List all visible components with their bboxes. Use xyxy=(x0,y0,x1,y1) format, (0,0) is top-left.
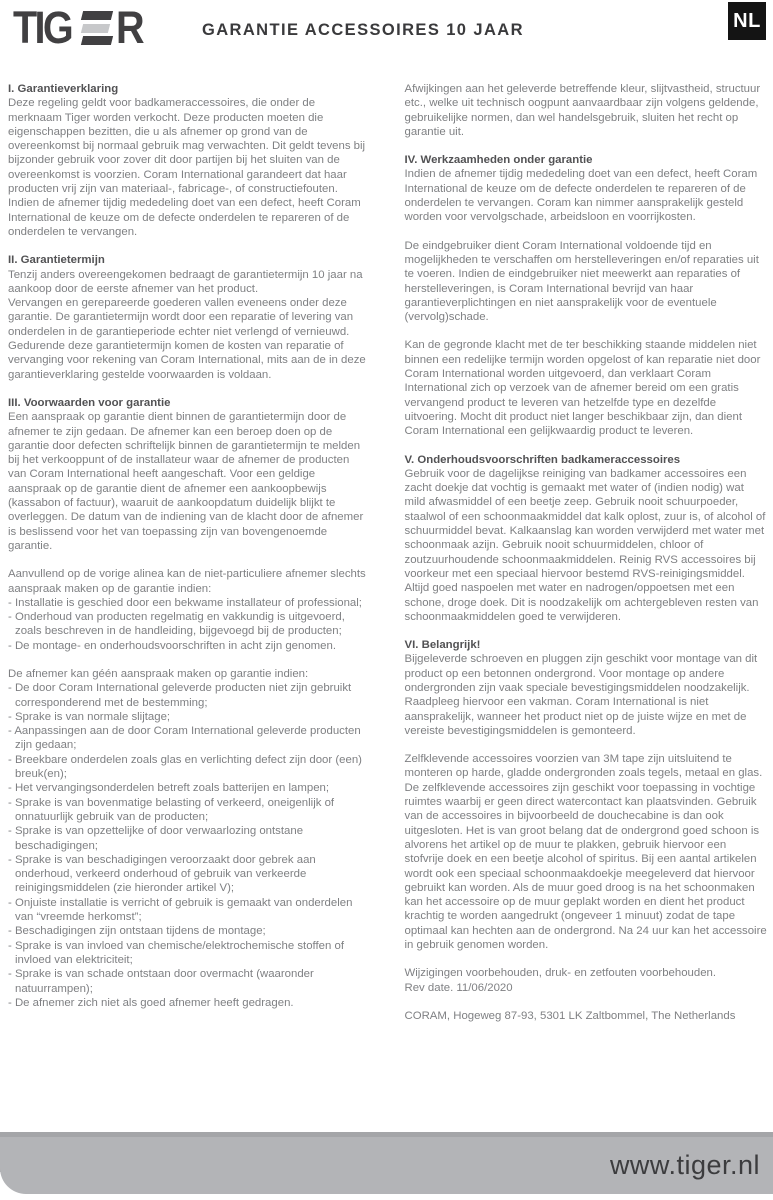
paragraph: Rev date. 11/06/2020 xyxy=(404,981,513,994)
list-item: - Sprake is van schade ontstaan door overmacht (waaronder natuurrampen); xyxy=(8,968,314,995)
footer-bar xyxy=(0,1137,773,1194)
list-item: - Sprake is van invloed van chemische/elektrochemische stoffen of invloed van elektriciteit; xyxy=(8,939,344,966)
document-body xyxy=(0,82,773,1037)
list-item: - Sprake is van beschadigingen veroorzaakt door gebrek aan onderhoud, verkeerd onderhoud of gebruik van verkeerde reinigingsmiddelen (zie hieronder artikel V); xyxy=(8,853,316,895)
paragraph: Wijzigingen voorbehouden, druk- en zetfouten voorbehouden. xyxy=(404,967,717,980)
list-item: - Het vervangingsonderdelen betreft zoals batterijen en lampen; xyxy=(8,782,330,795)
section-heading: V. Onderhoudsvoorschriften badkameraccessoires xyxy=(404,453,681,466)
logo-e-bars-icon xyxy=(82,11,112,45)
paragraph: CORAM, Hogeweg 87-93, 5301 LK Zaltbommel, The Netherlands xyxy=(404,1009,736,1022)
paragraph: Afwijkingen aan het geleverde betreffende kleur, slijtvastheid, structuur etc., welke uit technisch oogpunt aanvaardbaar zijn volgens geldende, gebruikelijke normen, dan wel handelsgebruik, sluiten het recht op garantie uit. xyxy=(404,83,761,138)
document-footer xyxy=(0,1130,773,1200)
list-item: - Onjuiste installatie is verricht of gebruik is gemaakt van onderdelen van “vreemde herkomst”; xyxy=(8,896,353,924)
paragraph: De afnemer kan géén aanspraak maken op garantie indien: xyxy=(8,667,309,680)
paragraph: Indien de afnemer tijdig mededeling doet van een defect, heeft Coram International de keuze om de defecte onderdelen te repareren of de onderdelen te vervangen. Coram kan nimmer aansprakelijk gesteld worden voor vervolgschade, arbeidsloon en voorrijkosten. xyxy=(404,168,758,224)
paragraph: De eindgebruiker dient Coram International voldoende tijd en mogelijkheden te verschaffen om herstelleveringen en/of reparaties uit te voeren. Indien de eindgebruiker niet meewerkt aan reparaties of herstelleveringen, is Coram International bevrijd van haar garantieverplichtingen en niet aansprakelijk voor de eventuele (vervolg)schade. xyxy=(404,239,759,324)
logo-text-tig: TIG xyxy=(13,2,72,53)
list-item: - De afnemer zich niet als goed afnemer heeft gedragen. xyxy=(8,996,294,1009)
list-item: - Sprake is van bovenmatige belasting of verkeerd, oneigenlijk of onnatuurlijk gebruik van de producten; xyxy=(8,796,335,823)
list-item: - Installatie is geschied door een bekwame installateur of professional; xyxy=(8,596,362,609)
page-title: GARANTIE ACCESSOIRES 10 JAAR xyxy=(202,21,524,39)
paragraph: Tenzij anders overeengekomen bedraagt de garantietermijn 10 jaar na aankoop door de eerste afnemer van het product. xyxy=(8,268,363,295)
list-item: - Onderhoud van producten regelmatig en vakkundig is uitgevoerd, zoals beschreven in de handleiding, bijgevoegd bij de producten; xyxy=(8,611,345,638)
logo-text-r: R xyxy=(116,2,142,53)
logo-bar-bottom xyxy=(81,36,113,45)
paragraph: Zelfklevende accessoires voorzien van 3M tape zijn uitsluitend te monteren op harde, gladde ondergronden zoals tegels, metaal en glas. De zelfklevende accessoires zijn geschikt voor toepassing in vochtige ruimtes waarbij er geen direct watercontact kan plaatsvinden. Gebruik van de accessoires in bijvoorbeeld de douchecabine is dan ook uitgesloten. Het is van groot belang dat de ondergrond goed schoon is alvorens het artikel op de muur te plakken, gebruik hiervoor een stofvrije doek en een beetje alcohol of spiritus. Bij een aantal artikelen wordt ook een speciaal schoonmaakdoekje meegeleverd dat hiervoor gebruikt kan worden. Als de muur goed droog is na het schoonmaken kan het accessoire op de muur geplakt worden en dient het product krachtig te worden aangedrukt (ongeveer 1 minuut) zodat de tape optimaal kan hechten aan de ondergrond. Na 24 uur kan het accessoire in gebruik genomen worden. xyxy=(404,753,767,952)
right-column xyxy=(405,82,768,1037)
paragraph: Bijgeleverde schroeven en pluggen zijn geschikt voor montage van dit product op een betonnen ondergrond. Voor montage op andere ondergronden zijn vaak speciale bevestigingsmiddelen noodzakelijk. Raadpleeg hiervoor een vakman. Coram International is niet aansprakelijk, wanneer het product niet op de juiste wijze en met de vereiste bevestigingsmiddelen is gemonteerd. xyxy=(404,653,758,737)
paragraph: Kan de gegronde klacht met de ter beschikking staande middelen niet binnen een redelijke termijn worden opgelost of kan reparatie niet door Coram International worden uitgevoerd, dan verklaart Coram International zich op verzoek van de afnemer bereid om een gratis vervangend product te leveren van hetzelfde type en dezelfde uitvoering. Mocht dit product niet langer beschikbaar zijn, dan dient Coram International een gelijkwaardig product te leveren. xyxy=(404,339,761,438)
section-heading: II. Garantietermijn xyxy=(8,254,105,267)
bullet-list xyxy=(8,681,371,1010)
paragraph: Gebruik voor de dagelijkse reiniging van badkamer accessoires een zacht doekje dat vochtig is gemaakt met water of (indien nodig) wat mild afwasmiddel of een beetje zeep. Gebruik nooit schuurpoeder, staalwol of een schoonmaakmiddel dat kalk oplost, zuur is, of alcohol of schuurmiddel bevat. Kalkaanslag kan worden verwijderd met water met schoonmaak azijn. Gebruik nooit schuurmiddelen, chloor of zoutzuurhoudende schoonmaakmiddelen. Reinig RVS accessoires bij voorkeur met een speciaal hiervoor bestemd RVS-reinigingsmiddel. Altijd goed naspoelen met water en nadrogen/oppoetsen met een schone, droge doek. Dit is noodzakelijk om achtergebleven resten van schoonmaakmiddelen goed te verwijderen. xyxy=(404,467,766,623)
list-item: - Beschadigingen zijn ontstaan tijdens de montage; xyxy=(8,925,266,938)
paragraph: Aanvullend op de vorige alinea kan de niet-particuliere afnemer slechts aanspraak maken op de garantie indien: xyxy=(8,568,366,595)
list-item: - Sprake is van normale slijtage; xyxy=(8,710,171,723)
left-column xyxy=(8,82,371,1037)
section-heading: IV. Werkzaamheden onder garantie xyxy=(404,154,593,167)
bullet-list xyxy=(8,596,371,653)
language-badge: NL xyxy=(728,2,766,40)
section-heading: I. Garantieverklaring xyxy=(8,83,119,95)
paragraph: Vervangen en gerepareerde goederen vallen eveneens onder deze garantie. De garantietermijn wordt door een reparatie of levering van onderdelen in de garantieperiode echter niet verlengd of vernieuwd. xyxy=(8,297,354,338)
list-item: - Sprake is van opzettelijke of door verwaarlozing ontstane beschadigingen; xyxy=(8,825,304,852)
paragraph: Deze regeling geldt voor badkameraccessoires, die onder de merknaam Tiger worden verkocht. Deze producten moeten die eigenschappen bezitten, die u als afnemer op grond van de overeenkomst bij normaal gebruik mag verwachten. Dit geldt tevens bij bijzonder gebruik voor zover dit door partijen bij het sluiten van de overeenkomst is voorzien. Coram International garandeert dat haar producten vrij zijn van materiaal-, fabricage-, of constructiefouten. Indien de afnemer tijdig mededeling doet van een defect, heeft Coram International de keuze om de defecte onderdelen te repareren of de onderdelen te vervangen. xyxy=(8,97,366,238)
paragraph: Een aanspraak op garantie dient binnen de garantietermijn door de afnemer te zijn gedaan. De afnemer kan een beroep doen op de garantie door defecten schriftelijk binnen de garantietermijn te melden bij het verkooppunt of de installateur waar de afnemer de producten van Coram International heeft aangeschaft. Voor een geldige aanspraak op de garantie dient de afnemer een aankoopbewijs (kassabon of factuur), waaruit de aankoopdatum duidelijk blijkt te overleggen. De datum van de indiening van de klacht door de afnemer is beslissend voor het van toepassing zijn van bovengenoemde garantie. xyxy=(8,411,364,552)
list-item: - De montage- en onderhoudsvoorschriften in acht zijn genomen. xyxy=(8,639,336,652)
list-item: - Aanpassingen aan de door Coram International geleverde producten zijn gedaan; xyxy=(8,725,361,752)
paragraph: Gedurende deze garantietermijn komen de kosten van reparatie of vervanging voor rekening van Coram International, mits aan de in deze garantieverklaring gestelde voorwaarden is voldaan. xyxy=(8,340,366,381)
section-heading: VI. Belangrijk! xyxy=(404,639,481,652)
list-item: - De door Coram International geleverde producten niet zijn gebruikt corresponderend met de bestemming; xyxy=(8,682,352,709)
section-heading: III. Voorwaarden voor garantie xyxy=(8,396,171,409)
website-url: www.tiger.nl xyxy=(609,1150,760,1180)
tiger-logo xyxy=(13,2,146,53)
document-header xyxy=(0,0,773,82)
logo-bar-middle xyxy=(81,24,110,33)
list-item: - Breekbare onderdelen zoals glas en verlichting defect zijn door (een) breuk(en); xyxy=(8,753,362,781)
logo-bar-top xyxy=(81,11,113,20)
